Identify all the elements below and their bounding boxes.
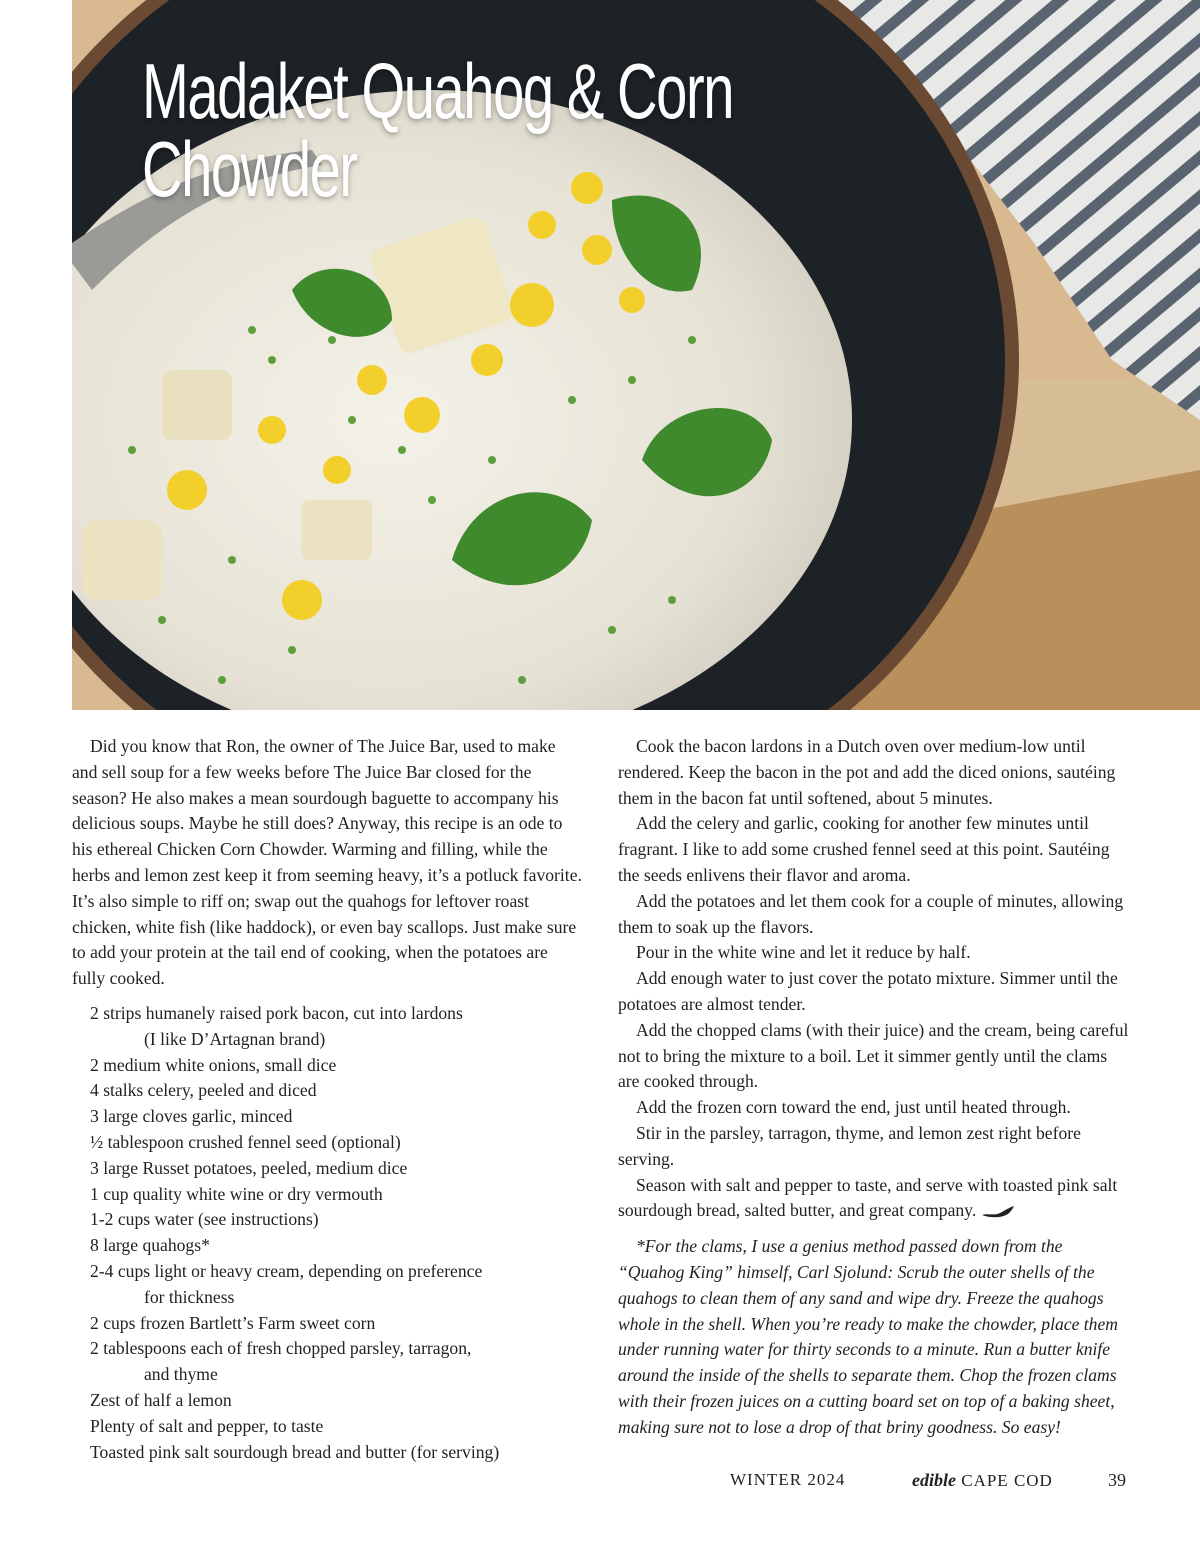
footer-magazine-edible: edible <box>912 1470 956 1490</box>
ingredient-item <box>72 1233 582 1259</box>
ingredient-item <box>72 1130 582 1156</box>
ingredient-text: 1 cup quality white wine or dry vermouth <box>90 1183 383 1204</box>
instruction-step-text: Add the potatoes and let them cook for a couple of minutes, allowing them to soak up the flavors. <box>618 890 1124 937</box>
instruction-step-text: Cook the bacon lardons in a Dutch oven over medium-low until rendered. Keep the bacon in the pot and add the diced onions, sautéing them in the bacon fat until softened, about 5 minutes. <box>618 736 1116 808</box>
ingredient-text: Toasted pink salt sourdough bread and butter (for serving) <box>90 1441 500 1462</box>
instruction-step-text: Season with salt and pepper to taste, and serve with toasted pink salt sourdough bread, salted butter, and great company. <box>618 1174 1118 1221</box>
ingredient-item <box>72 1156 582 1182</box>
right-column <box>618 734 1130 1441</box>
ingredient-text: Zest of half a lemon <box>90 1389 232 1410</box>
ingredient-item <box>72 1414 582 1440</box>
ingredient-continuation: (I like D’Artagnan brand) <box>144 1028 326 1049</box>
footer-issue: WINTER 2024 <box>730 1470 846 1489</box>
ingredient-text: 2 tablespoons each of fresh chopped parsley, tarragon, <box>90 1338 472 1359</box>
ingredient-text: 3 large Russet potatoes, peeled, medium dice <box>90 1157 408 1178</box>
ingredient-item <box>72 1259 582 1311</box>
ingredient-text: Plenty of salt and pepper, to taste <box>90 1415 324 1436</box>
ingredient-item <box>72 1078 582 1104</box>
instruction-step <box>618 1173 1130 1225</box>
ingredient-text: 2-4 cups light or heavy cream, depending on preference <box>90 1260 483 1281</box>
ingredient-text: 8 large quahogs* <box>90 1235 210 1256</box>
instruction-step-text: Pour in the white wine and let it reduce by half. <box>636 942 971 963</box>
ingredient-text: 2 medium white onions, small dice <box>90 1054 337 1075</box>
ingredient-item <box>72 1001 582 1053</box>
instruction-step <box>618 734 1130 811</box>
instruction-step-text: Add enough water to just cover the potato mixture. Simmer until the potatoes are almost tender. <box>618 968 1118 1014</box>
instruction-step-text: Add the celery and garlic, cooking for another few minutes until fragrant. I like to add some crushed fennel seed at this point. Sautéing the seeds enlivens their flavor and aroma. <box>618 813 1110 885</box>
footer-magazine <box>912 1470 1053 1491</box>
ingredient-text: 2 cups frozen Bartlett’s Farm sweet corn <box>90 1312 376 1333</box>
ingredient-text: ½ tablespoon crushed fennel seed (optional) <box>90 1131 401 1152</box>
clam-method-note: *For the clams, I use a genius method passed down from the “Quahog King” himself, Carl Sjolund: Scrub the outer shells of the quahogs to clean them of any sand and wipe dry. Freeze the quahogs whole in the shell. When you’re ready to make the chowder, place them under running water for thirty seconds to a minute. Run a butter knife around the inside of the shells to separate them. Chop the frozen clams with their frozen juices on a cutting board set on top of a baking sheet, making sure not to lose a drop of that briny goodness. So easy! <box>618 1236 1118 1437</box>
ingredient-text: 3 large cloves garlic, minced <box>90 1106 293 1127</box>
instruction-step <box>618 1018 1130 1095</box>
hero-photo <box>72 0 1200 710</box>
instruction-step <box>618 966 1130 1018</box>
instruction-step-text: Add the frozen corn toward the end, just until heated through. <box>636 1097 1071 1118</box>
recipe-title: Madaket Quahog & Corn Chowder <box>142 47 734 213</box>
nantucket-island-icon <box>980 1204 1016 1220</box>
ingredient-list <box>72 1001 582 1465</box>
ingredient-text: 2 strips humanely raised pork bacon, cut into lardons <box>90 1002 463 1023</box>
ingredient-item <box>72 1311 582 1337</box>
ingredient-item <box>72 1104 582 1130</box>
instruction-step-text: Stir in the parsley, tarragon, thyme, and lemon zest right before serving. <box>618 1122 1081 1169</box>
intro-paragraph: Did you know that Ron, the owner of The Juice Bar, used to make and sell soup for a few weeks before The Juice Bar closed for the season? He also makes a mean sourdough baguette to accompany his delicious soups. Maybe he still does? Anyway, this recipe is an ode to his ethereal Chicken Corn Chowder. Warming and filling, while the herbs and lemon zest keep it from seeming heavy, it’s a potluck favorite. It’s also simple to riff on; swap out the quahogs for leftover roast chicken, white fish (like haddock), or even bay scallops. Just make sure to add your protein at the tail end of cooking, when the potatoes are fully cooked. <box>72 736 582 989</box>
page-number: 39 <box>1108 1470 1126 1490</box>
left-column <box>72 734 582 1465</box>
instruction-step-text: Add the chopped clams (with their juice) and the cream, being careful not to bring the mixture to a boil. Let it simmer gently until the clams are cooked through. <box>618 1019 1129 1092</box>
ingredient-item <box>72 1053 582 1079</box>
ingredient-item <box>72 1182 582 1208</box>
ingredient-item <box>72 1207 582 1233</box>
instruction-steps <box>618 734 1130 1224</box>
ingredient-item <box>72 1388 582 1414</box>
instruction-step <box>618 1095 1130 1121</box>
instruction-step <box>618 1121 1130 1173</box>
ingredient-continuation: for thickness <box>144 1286 235 1307</box>
ingredient-item <box>72 1440 582 1466</box>
ingredient-text: 1-2 cups water (see instructions) <box>90 1209 319 1230</box>
footer-magazine-name: CAPE COD <box>961 1471 1053 1490</box>
instruction-step <box>618 889 1130 941</box>
instruction-step <box>618 940 1130 966</box>
ingredient-text: 4 stalks celery, peeled and diced <box>90 1080 317 1101</box>
instruction-step <box>618 811 1130 888</box>
ingredient-continuation: and thyme <box>144 1364 218 1385</box>
ingredient-item <box>72 1336 582 1388</box>
